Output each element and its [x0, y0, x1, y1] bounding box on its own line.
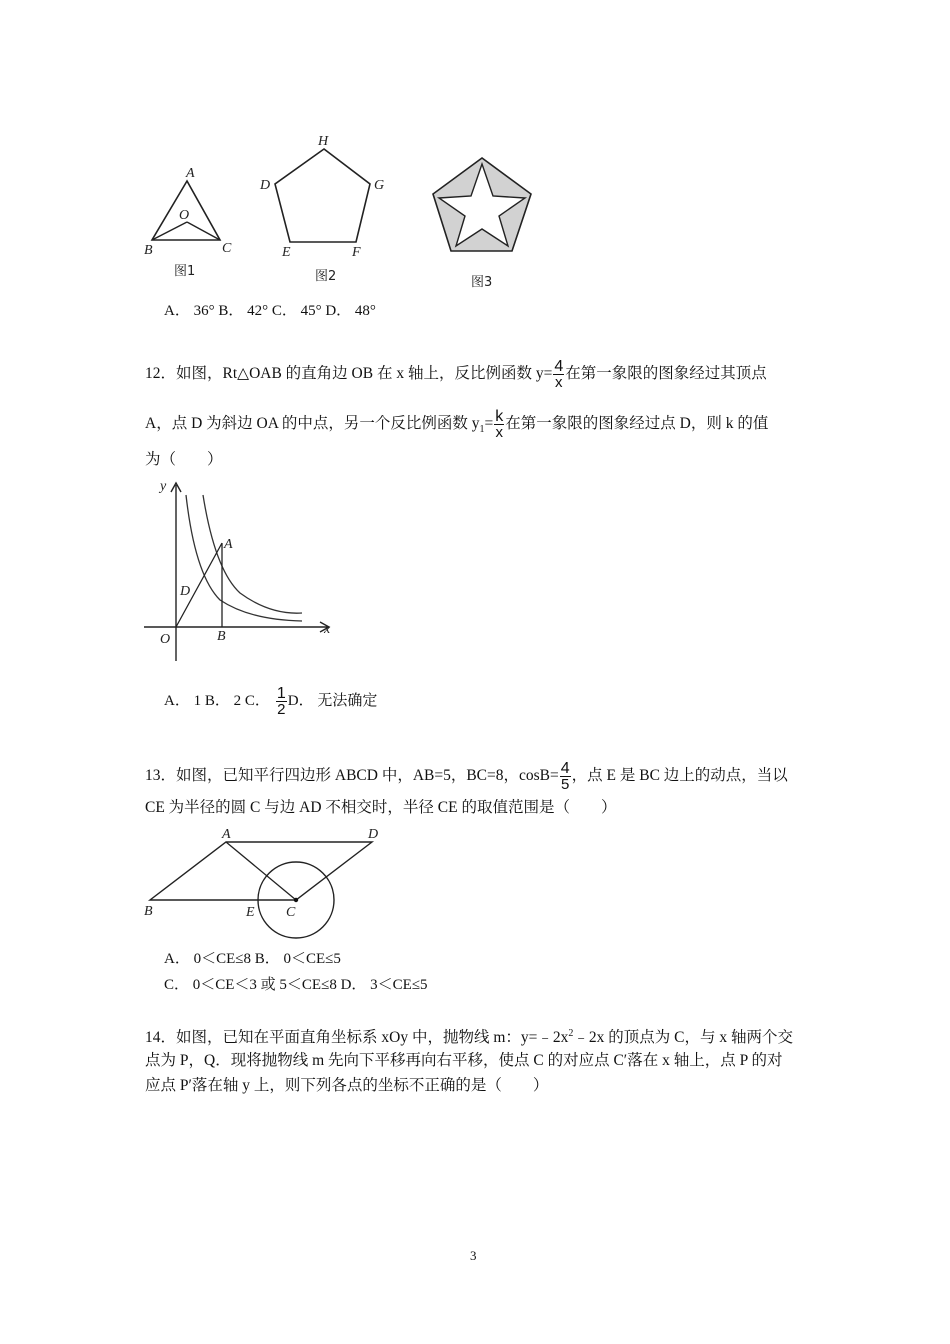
q12-line1-text: 12．如图，Rt△OAB 的直角边 OB 在 x 轴上，反比例函数 y= — [145, 365, 553, 383]
q13-label-e: E — [246, 905, 255, 920]
q14-line2: 点为 P，Q．现将抛物线 m 先向下平移再向右平移，使点 C 的对应点 C′落在 x 轴上，点 P 的对 — [145, 1052, 783, 1069]
q12-fraction-half — [276, 686, 287, 717]
fig2-label-d: D — [260, 178, 271, 193]
q13-frac-num: 4 — [560, 760, 570, 777]
fig2-caption: 图2 — [315, 269, 337, 284]
fig1-label-o: O — [179, 208, 190, 223]
graph-label-o: O — [160, 632, 171, 647]
q12-line1-tail: 在第一象限的图象经过其顶点 — [565, 365, 767, 383]
q12-fraction-4-over-x — [553, 359, 564, 390]
q12-line1 — [145, 359, 767, 390]
q12-line2-tail: 在第一象限的图象经过点 D，则 k 的值 — [505, 415, 769, 433]
q14-line3: 应点 P′落在轴 y 上，则下列各点的坐标不正确的是（ ） — [145, 1077, 549, 1094]
q12-half-num: 1 — [276, 685, 286, 702]
q13-line1-text: 13．如图，已知平行四边形 ABCD 中，AB=5，BC=8，cosB= — [145, 767, 559, 785]
q14-line1-tail: ﹣2x 的顶点为 C，与 x 轴两个交 — [573, 1029, 793, 1047]
q14-superscript: 2 — [568, 1028, 574, 1039]
q13-frac-den: 5 — [561, 776, 570, 793]
q12-options — [164, 686, 377, 717]
q13-label-b: B — [144, 904, 153, 919]
q13-line1-tail: ，点 E 是 BC 边上的动点，当以 — [571, 767, 788, 785]
q12-line2 — [145, 409, 768, 440]
q12-frac1-den: x — [555, 374, 563, 391]
fig2-label-e: E — [282, 245, 291, 260]
fig3-star-pentagon — [433, 158, 531, 290]
q11-figures — [130, 128, 550, 298]
q12-graph — [140, 475, 340, 665]
q13-label-c: C — [286, 905, 296, 920]
q13-figure — [140, 822, 400, 947]
graph-label-x: x — [324, 622, 331, 637]
fig1-triangle — [144, 166, 232, 279]
graph-label-a: A — [224, 537, 233, 552]
q13-options-row2: C． 0＜CE＜3 或 5＜CE≤8 D． 3＜CE≤5 — [164, 977, 428, 993]
fig3-caption: 图3 — [471, 275, 493, 290]
q12-fraction-k-over-x — [494, 409, 504, 440]
q12-options-d: D． 无法确定 — [287, 692, 378, 709]
fig2-pentagon — [259, 134, 384, 284]
q12-equals: = — [484, 415, 494, 433]
fig1-caption: 图1 — [174, 264, 196, 279]
q14-line1 — [145, 1024, 793, 1048]
graph-label-d: D — [180, 584, 191, 599]
q12-options-ab: A． 1 B． 2 C． — [164, 692, 270, 709]
q12-frac1-num: 4 — [554, 358, 564, 375]
q13-line1 — [145, 761, 788, 792]
fig1-label-c: C — [222, 241, 232, 256]
q12-line2-text: A，点 D 为斜边 OA 的中点，另一个反比例函数 y — [145, 415, 480, 433]
fig2-label-h: H — [318, 134, 329, 149]
q14-line1-text: 14．如图，已知在平面直角坐标系 xOy 中，抛物线 m：y=﹣2x — [145, 1029, 569, 1047]
graph-label-y: y — [160, 479, 167, 494]
q13-label-a: A — [222, 827, 231, 842]
fig2-label-f: F — [352, 245, 361, 260]
fig1-label-b: B — [144, 243, 153, 258]
q12-frac2-num: k — [495, 408, 504, 425]
page-number: 3 — [470, 1248, 477, 1263]
fig1-label-a: A — [186, 166, 195, 181]
q12-frac2-den: x — [495, 424, 504, 441]
fig2-label-g: G — [374, 178, 385, 193]
q13-fraction-4-over-5 — [560, 761, 571, 792]
q13-label-d: D — [368, 827, 379, 842]
q13-line2: CE 为半径的圆 C 与边 AD 不相交时，半径 CE 的取值范围是（ ） — [145, 799, 617, 816]
q13-options-row1: A． 0＜CE≤8 B． 0＜CE≤5 — [164, 951, 341, 967]
q12-line3: 为（ ） — [145, 451, 223, 468]
graph-label-b: B — [217, 629, 226, 644]
q12-half-den: 2 — [277, 701, 286, 718]
q11-options: A． 36° B． 42° C． 45° D． 48° — [164, 303, 376, 319]
q12-subscript: 1 — [479, 424, 485, 436]
